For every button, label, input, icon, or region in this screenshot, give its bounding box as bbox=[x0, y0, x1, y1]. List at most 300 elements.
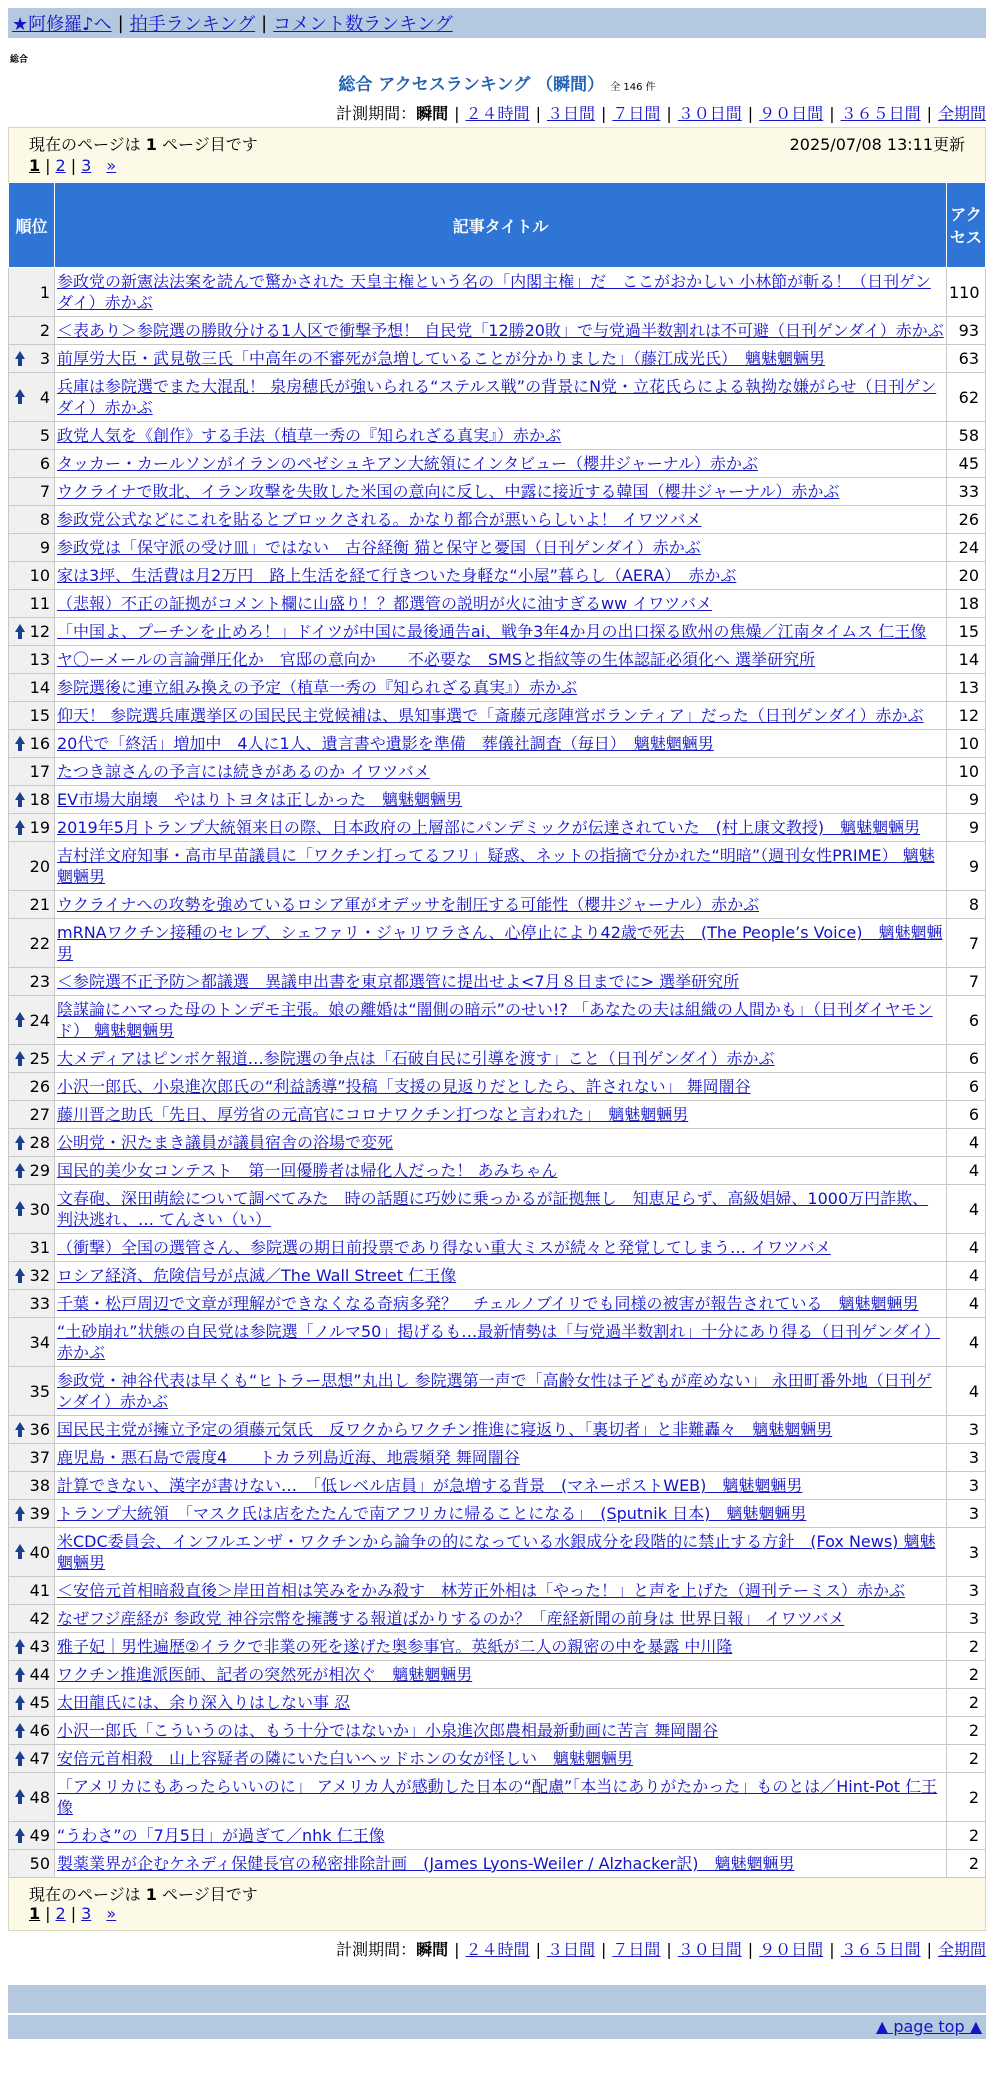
period-separator: | bbox=[747, 104, 754, 123]
rank-cell bbox=[9, 1850, 55, 1878]
article-link[interactable]: 仰天！ 参院選兵庫選挙区の国民民主党候補は、県知事選で「斎藤元彦陣営ボランティア」だった（日刊ゲンダイ）赤かぶ bbox=[57, 706, 924, 725]
rank-number: 3 bbox=[39, 349, 50, 368]
pager-link[interactable]: 2 bbox=[55, 156, 66, 175]
rank-number: 38 bbox=[29, 1476, 50, 1495]
rank-cell bbox=[9, 1416, 55, 1444]
article-link[interactable]: 参政党は「保守派の受け皿」ではない 古谷経衡 猫と保守と憂国（日刊ゲンダイ）赤かぶ bbox=[57, 538, 701, 557]
page-title: 総合 アクセスランキング （瞬間） bbox=[338, 75, 605, 95]
table-row bbox=[9, 450, 986, 478]
article-link[interactable]: 安倍元首相殺 山上容疑者の隣にいた白いヘッドホンの女が怪しい 魑魅魍魎男 bbox=[57, 1749, 634, 1768]
title-cell bbox=[55, 1577, 947, 1605]
title-cell bbox=[55, 1185, 947, 1234]
access-count: 10 bbox=[947, 730, 986, 758]
title-cell bbox=[55, 968, 947, 996]
title-cell bbox=[55, 1262, 947, 1290]
title-cell bbox=[55, 478, 947, 506]
table-row bbox=[9, 1416, 986, 1444]
access-count: 2 bbox=[947, 1822, 986, 1850]
table-row bbox=[9, 1367, 986, 1416]
access-count: 58 bbox=[947, 422, 986, 450]
rank-up-arrow-icon bbox=[14, 1828, 26, 1844]
period-separator: | bbox=[454, 1940, 460, 1959]
title-cell bbox=[55, 1290, 947, 1318]
title-cell bbox=[55, 1605, 947, 1633]
rank-number: 21 bbox=[29, 895, 50, 914]
access-count: 15 bbox=[947, 618, 986, 646]
article-link[interactable]: 鹿児島・悪石島で震度4 トカラ列島近海、地震頻発 舞岡闇谷 bbox=[57, 1448, 520, 1467]
table-row bbox=[9, 1605, 986, 1633]
article-link[interactable]: 小沢一郎氏、小泉進次郎氏の“利益誘導”投稿「支援の見返りだとしたら、許されない」 舞岡闇谷 bbox=[57, 1077, 751, 1096]
table-row bbox=[9, 1157, 986, 1185]
title-cell bbox=[55, 1073, 947, 1101]
access-count: 9 bbox=[947, 842, 986, 891]
access-count: 4 bbox=[947, 1185, 986, 1234]
rank-up-arrow-icon bbox=[14, 792, 26, 808]
article-link[interactable]: 米CDC委員会、インフルエンザ・ワクチンから論争の的になっている水銀成分を段階的に禁止する方針 (Fox News) 魑魅魍魎男 bbox=[57, 1532, 936, 1572]
rank-up-arrow-icon bbox=[14, 1012, 26, 1028]
article-link[interactable]: タッカー・カールソンがイランのペゼシュキアン大統領にインタビュー（櫻井ジャーナル）赤かぶ bbox=[57, 454, 758, 473]
rank-cell bbox=[9, 996, 55, 1045]
rank-up-arrow-icon bbox=[14, 1723, 26, 1739]
page-top-link[interactable]: ▲ page top ▲ bbox=[875, 2017, 982, 2036]
access-count: 63 bbox=[947, 345, 986, 373]
period-selector-bottom bbox=[8, 1937, 986, 1959]
pager-separator: | bbox=[70, 1904, 77, 1923]
rank-number: 43 bbox=[29, 1637, 50, 1656]
pager-spacer bbox=[96, 1904, 101, 1923]
table-row bbox=[9, 1185, 986, 1234]
period-link[interactable]: ３日間 bbox=[546, 104, 595, 123]
rank-cell bbox=[9, 1577, 55, 1605]
table-row bbox=[9, 534, 986, 562]
rank-up-arrow-icon bbox=[14, 1667, 26, 1683]
article-link[interactable]: 陰謀論にハマった母のトンデモ主張。娘の離婚は“闇側の暗示”のせい!? 「あなたの夫は組織の人間かも」（日刊ダイヤモンド） 魑魅魍魎男 bbox=[57, 1000, 933, 1040]
pager-spacer bbox=[96, 156, 101, 175]
table-row bbox=[9, 1318, 986, 1367]
article-link[interactable]: “うわさ”の「7月5日」が過ぎて／nhk 仁王像 bbox=[57, 1826, 385, 1845]
title-cell bbox=[55, 1633, 947, 1661]
period-link[interactable]: ３日間 bbox=[546, 1940, 595, 1959]
col-rank-header: 順位 bbox=[9, 183, 55, 268]
page-title-row bbox=[0, 70, 994, 95]
article-link[interactable]: 吉村洋文府知事・高市早苗議員に「ワクチン打ってるフリ」疑惑、ネットの指摘で分かれた“明暗”（週刊女性PRIME） 魑魅魍魎男 bbox=[57, 846, 935, 886]
rank-cell bbox=[9, 1822, 55, 1850]
rank-number: 24 bbox=[29, 1010, 50, 1030]
updated-timestamp: 2025/07/08 13:11更新 bbox=[789, 135, 965, 154]
table-row bbox=[9, 1689, 986, 1717]
article-link[interactable]: 20代で「終活」増加中 4人に1人、遺言書や遺影を準備 葬儀社調査（毎日） 魑魅魍魎男 bbox=[57, 734, 714, 753]
access-count: 6 bbox=[947, 1045, 986, 1073]
rank-number: 33 bbox=[29, 1294, 50, 1313]
access-count: 3 bbox=[947, 1444, 986, 1472]
rank-number: 25 bbox=[29, 1049, 50, 1068]
article-link[interactable]: 製薬業界が企むケネディ保健長官の秘密排除計画 (James Lyons-Weiler / Alzhacker訳) 魑魅魍魎男 bbox=[57, 1854, 795, 1873]
table-row bbox=[9, 1822, 986, 1850]
rank-number: 31 bbox=[29, 1238, 50, 1257]
article-link[interactable]: （悲報）不正の証拠がコメント欄に山盛り！？都選管の説明が火に油すぎるww イワツバメ bbox=[57, 594, 712, 613]
period-separator: | bbox=[747, 1940, 754, 1959]
rank-cell bbox=[9, 674, 55, 702]
article-link[interactable]: 千葉・松戸周辺で文章が理解ができなくなる奇病多発？ チェルノブイリでも同様の被害が報告されている 魑魅魍魎男 bbox=[57, 1294, 919, 1313]
access-count: 110 bbox=[947, 268, 986, 317]
rank-number: 20 bbox=[29, 856, 50, 876]
current-page-text: 現在のページは 1 ページ目です bbox=[29, 1885, 258, 1904]
access-count: 10 bbox=[947, 758, 986, 786]
title-cell bbox=[55, 590, 947, 618]
rank-number: 45 bbox=[29, 1693, 50, 1712]
article-link[interactable]: 雅子妃｜男性遍歴②イラクで非業の死を遂げた奥参事官。英紙が二人の親密の中を暴露 中川隆 bbox=[57, 1637, 733, 1656]
title-cell bbox=[55, 996, 947, 1045]
title-cell bbox=[55, 345, 947, 373]
title-cell bbox=[55, 317, 947, 345]
title-cell bbox=[55, 702, 947, 730]
rank-up-arrow-icon bbox=[14, 351, 26, 367]
pager-next-link[interactable]: » bbox=[106, 156, 117, 175]
rank-cell bbox=[9, 646, 55, 674]
article-link[interactable]: 家は3坪、生活費は月2万円 路上生活を経て行きついた身軽な“小屋”暮らし（AERA） 赤かぶ bbox=[57, 566, 737, 585]
rank-cell bbox=[9, 1745, 55, 1773]
period-link[interactable]: ７日間 bbox=[612, 1940, 661, 1959]
col-title-header: 記事タイトル bbox=[55, 183, 947, 268]
rank-cell bbox=[9, 1101, 55, 1129]
footer-bar bbox=[8, 1985, 986, 2013]
table-row bbox=[9, 1129, 986, 1157]
period-link[interactable]: ９０日間 bbox=[759, 104, 824, 123]
title-cell bbox=[55, 1717, 947, 1745]
rank-number: 22 bbox=[29, 933, 50, 953]
table-row bbox=[9, 1045, 986, 1073]
rank-up-arrow-icon bbox=[14, 1506, 26, 1522]
home-link[interactable]: ★阿修羅♪へ bbox=[12, 14, 112, 35]
rank-number: 50 bbox=[29, 1854, 50, 1873]
rank-cell bbox=[9, 1157, 55, 1185]
table-row bbox=[9, 1717, 986, 1745]
access-count: 3 bbox=[947, 1416, 986, 1444]
rank-up-arrow-icon bbox=[14, 1639, 26, 1655]
access-count: 93 bbox=[947, 317, 986, 345]
title-cell bbox=[55, 422, 947, 450]
period-label: 計測期間： bbox=[336, 1940, 417, 1959]
title-cell bbox=[55, 618, 947, 646]
access-count: 4 bbox=[947, 1318, 986, 1367]
rank-number: 34 bbox=[29, 1332, 50, 1352]
table-row bbox=[9, 1528, 986, 1577]
access-count: 4 bbox=[947, 1290, 986, 1318]
title-cell bbox=[55, 1045, 947, 1073]
rank-cell bbox=[9, 478, 55, 506]
rank-up-arrow-icon bbox=[14, 1789, 26, 1805]
title-cell bbox=[55, 646, 947, 674]
rank-cell bbox=[9, 758, 55, 786]
title-cell bbox=[55, 268, 947, 317]
rank-up-arrow-icon bbox=[14, 1422, 26, 1438]
rank-cell bbox=[9, 1129, 55, 1157]
rank-up-arrow-icon bbox=[14, 1135, 26, 1151]
rank-cell bbox=[9, 968, 55, 996]
rank-number: 36 bbox=[29, 1420, 50, 1439]
article-link[interactable]: 小沢一郎氏「こういうのは、もう十分ではないか」小泉進次郎農相最新動画に苦言 舞岡闇谷 bbox=[57, 1721, 719, 1740]
table-row bbox=[9, 814, 986, 842]
table-row bbox=[9, 730, 986, 758]
rank-cell bbox=[9, 1472, 55, 1500]
table-row bbox=[9, 842, 986, 891]
rank-number: 12 bbox=[29, 622, 50, 641]
pager-link[interactable]: 3 bbox=[81, 156, 92, 175]
article-link[interactable]: 国民的美少女コンテスト 第一回優勝者は帰化人だった！ あみちゃん bbox=[57, 1161, 558, 1180]
period-link[interactable]: ３０日間 bbox=[677, 1940, 742, 1959]
title-cell bbox=[55, 1129, 947, 1157]
rank-cell bbox=[9, 919, 55, 968]
title-cell bbox=[55, 758, 947, 786]
period-link[interactable]: ２４時間 bbox=[465, 104, 530, 123]
table-row bbox=[9, 1444, 986, 1472]
access-count: 2 bbox=[947, 1717, 986, 1745]
access-count: 18 bbox=[947, 590, 986, 618]
rank-number: 2 bbox=[39, 321, 50, 340]
rank-number: 15 bbox=[29, 706, 50, 725]
period-link[interactable]: 全期間 bbox=[937, 104, 986, 123]
access-count: 4 bbox=[947, 1367, 986, 1416]
rank-number: 1 bbox=[39, 282, 50, 302]
rank-number: 39 bbox=[29, 1504, 50, 1523]
rank-cell bbox=[9, 702, 55, 730]
table-row bbox=[9, 674, 986, 702]
article-link[interactable]: ＜安倍元首相暗殺直後＞岸田首相は笑みをかみ殺す 林芳正外相は「やった！」と声を上げた（週刊テーミス）赤かぶ bbox=[57, 1581, 906, 1600]
article-link[interactable]: 国民民主党が擁立予定の須藤元気氏 反ワクからワクチン推進に寝返り、「裏切者」と非難轟々 魑魅魍魎男 bbox=[57, 1420, 833, 1439]
table-row bbox=[9, 1773, 986, 1822]
table-row bbox=[9, 891, 986, 919]
article-link[interactable]: 政党人気を《創作》する手法（植草一秀の『知られざる真実』）赤かぶ bbox=[57, 426, 562, 445]
article-link[interactable]: 大メディアはピンボケ報道…参院選の争点は「石破自民に引導を渡す」こと（日刊ゲンダイ）赤かぶ bbox=[57, 1049, 775, 1068]
article-link[interactable]: “土砂崩れ”状態の自民党は参院選「ノルマ50」掲げるも…最新情勢は「与党過半数割れ」十分にあり得る（日刊ゲンダイ）赤かぶ bbox=[57, 1322, 941, 1362]
article-link[interactable]: 参政党の新憲法法案を読んで驚かされた 天皇主権という名の「内閣主権」だ ここがおかしい 小林節が斬る！（日刊ゲンダイ）赤かぶ bbox=[57, 272, 931, 312]
access-count: 6 bbox=[947, 1073, 986, 1101]
rank-number: 29 bbox=[29, 1161, 50, 1180]
title-cell bbox=[55, 1500, 947, 1528]
rank-cell bbox=[9, 1444, 55, 1472]
comment-ranking-link[interactable]: コメント数ランキング bbox=[273, 14, 453, 35]
title-cell bbox=[55, 919, 947, 968]
table-row bbox=[9, 1633, 986, 1661]
table-row bbox=[9, 345, 986, 373]
access-count: 14 bbox=[947, 646, 986, 674]
rank-cell bbox=[9, 1185, 55, 1234]
access-count: 62 bbox=[947, 373, 986, 422]
rank-up-arrow-icon bbox=[14, 736, 26, 752]
access-count: 6 bbox=[947, 1101, 986, 1129]
rank-up-arrow-icon bbox=[14, 820, 26, 836]
rank-up-arrow-icon bbox=[14, 389, 26, 405]
table-row bbox=[9, 506, 986, 534]
table-row bbox=[9, 373, 986, 422]
period-separator: | bbox=[535, 1940, 541, 1959]
title-cell bbox=[55, 450, 947, 478]
rank-number: 7 bbox=[39, 482, 50, 501]
title-cell bbox=[55, 1318, 947, 1367]
rank-cell bbox=[9, 317, 55, 345]
access-count: 2 bbox=[947, 1633, 986, 1661]
article-link[interactable]: ワクチン推進派医師、記者の突然死が相次ぐ 魑魅魍魎男 bbox=[57, 1665, 473, 1684]
rank-cell bbox=[9, 506, 55, 534]
access-count: 2 bbox=[947, 1661, 986, 1689]
rank-cell bbox=[9, 268, 55, 317]
period-link[interactable]: ９０日間 bbox=[759, 1940, 824, 1959]
article-link[interactable]: 藤川晋之助氏「先日、厚労省の元高官にコロナワクチン打つなと言われた」 魑魅魍魎男 bbox=[57, 1105, 689, 1124]
period-label: 計測期間： bbox=[336, 104, 417, 123]
rank-number: 26 bbox=[29, 1077, 50, 1096]
rank-number: 18 bbox=[29, 790, 50, 809]
article-link[interactable]: 文春砲、深田萌絵について調べてみた 時の話題に巧妙に乗っかるが証拠無し 知恵足らず、高級娼婦、1000万円詐欺、判決逃れ、… てんさい（い） bbox=[57, 1189, 929, 1229]
period-link[interactable]: ２４時間 bbox=[465, 1940, 530, 1959]
period-current: 瞬間 bbox=[416, 1940, 449, 1959]
table-row bbox=[9, 758, 986, 786]
article-link[interactable]: ＜参院選不正予防＞都議選 異議申出書を東京都選管に提出せよ<7月８日までに> 選挙研究所 bbox=[57, 972, 740, 991]
rank-cell bbox=[9, 1318, 55, 1367]
rank-cell bbox=[9, 1633, 55, 1661]
table-row bbox=[9, 1661, 986, 1689]
article-link[interactable]: ウクライナへの攻勢を強めているロシア軍がオデッサを制圧する可能性（櫻井ジャーナル）赤かぶ bbox=[57, 895, 760, 914]
rank-cell bbox=[9, 730, 55, 758]
rank-cell bbox=[9, 1528, 55, 1577]
access-count: 3 bbox=[947, 1577, 986, 1605]
pager-separator: | bbox=[45, 1904, 51, 1923]
rank-number: 44 bbox=[29, 1665, 50, 1684]
clap-ranking-link[interactable]: 拍手ランキング bbox=[129, 14, 256, 35]
title-cell bbox=[55, 1850, 947, 1878]
table-row bbox=[9, 562, 986, 590]
rank-cell bbox=[9, 373, 55, 422]
rank-number: 46 bbox=[29, 1721, 50, 1740]
table-row bbox=[9, 1577, 986, 1605]
period-separator: | bbox=[666, 1940, 672, 1959]
article-link[interactable]: EV市場大崩壊 やはりトヨタは正しかった 魑魅魍魎男 bbox=[57, 790, 463, 809]
pager-link[interactable]: 3 bbox=[81, 1904, 92, 1923]
period-link[interactable]: 全期間 bbox=[937, 1940, 986, 1959]
pager-separator: | bbox=[45, 156, 51, 175]
article-link[interactable]: 前厚労大臣・武見敬三氏「中高年の不審死が急増していることが分かりました」（藤江成光氏） 魑魅魍魎男 bbox=[57, 349, 826, 368]
article-link[interactable]: 参政党・神谷代表は早くも“ヒトラー思想”丸出し 参院選第一声で「高齢女性は子どもが産めない」 永田町番外地（日刊ゲンダイ）赤かぶ bbox=[57, 1371, 932, 1411]
title-cell bbox=[55, 891, 947, 919]
article-link[interactable]: ＜表あり＞参院選の勝敗分ける1人区で衝撃予想！ 自民党「12勝20敗」で与党過半数割れは不可避（日刊ゲンダイ）赤かぶ bbox=[57, 321, 944, 340]
period-link[interactable]: ３６５日間 bbox=[840, 104, 921, 123]
article-link[interactable]: 太田龍氏には、余り深入りはしない事 忍 bbox=[57, 1693, 351, 1712]
rank-number: 10 bbox=[29, 566, 50, 585]
access-count: 3 bbox=[947, 1472, 986, 1500]
table-row bbox=[9, 590, 986, 618]
title-cell bbox=[55, 786, 947, 814]
rank-cell bbox=[9, 814, 55, 842]
period-separator: | bbox=[829, 104, 835, 123]
access-count: 7 bbox=[947, 968, 986, 996]
rank-up-arrow-icon bbox=[14, 1051, 26, 1067]
table-row bbox=[9, 1290, 986, 1318]
article-link[interactable]: トランプ大統領 「マスク氏は店をたたんで南アフリカに帰ることになる」 (Sputnik 日本) 魑魅魍魎男 bbox=[57, 1504, 807, 1523]
rank-cell bbox=[9, 1234, 55, 1262]
rank-number: 49 bbox=[29, 1826, 50, 1845]
rank-cell bbox=[9, 786, 55, 814]
period-link[interactable]: ７日間 bbox=[612, 104, 661, 123]
rank-number: 23 bbox=[29, 972, 50, 991]
article-link[interactable]: たつき諒さんの予言には続きがあるのか イワツバメ bbox=[57, 762, 430, 781]
rank-number: 16 bbox=[29, 734, 50, 753]
access-count: 20 bbox=[947, 562, 986, 590]
table-row bbox=[9, 478, 986, 506]
rank-number: 28 bbox=[29, 1133, 50, 1152]
article-link[interactable]: 参院選後に連立組み換えの予定（植草一秀の『知られざる真実』）赤かぶ bbox=[57, 678, 578, 697]
article-link[interactable]: ウクライナで敗北、イラン攻撃を失敗した米国の意向に反し、中露に接近する韓国（櫻井ジャーナル）赤かぶ bbox=[57, 482, 840, 501]
access-count: 3 bbox=[947, 1500, 986, 1528]
article-link[interactable]: 兵庫は参院選でまた大混乱！ 泉房穂氏が強いられる“ステルス戦”の背景にN党・立花氏らによる執拗な嫌がらせ（日刊ゲンダイ）赤かぶ bbox=[57, 377, 937, 417]
rank-number: 17 bbox=[29, 762, 50, 781]
title-cell bbox=[55, 730, 947, 758]
article-link[interactable]: 計算できない、漢字が書けない… 「低レベル店員」が急増する背景 (マネーポストWEB) 魑魅魍魎男 bbox=[57, 1476, 803, 1495]
period-link[interactable]: ３０日間 bbox=[677, 104, 742, 123]
article-link[interactable]: なぜフジ産経が 参政党 神谷宗幣を擁護する報道ばかりするのか？「産経新聞の前身は 世界日報」 イワツバメ bbox=[57, 1609, 845, 1628]
rank-cell bbox=[9, 562, 55, 590]
table-row bbox=[9, 1472, 986, 1500]
access-count: 2 bbox=[947, 1689, 986, 1717]
article-link[interactable]: 参政党公式などにこれを貼るとブロックされる。かなり都合が悪いらしいよ！ イワツバメ bbox=[57, 510, 702, 529]
article-link[interactable]: 公明党・沢たまき議員が議員宿舎の浴場で変死 bbox=[57, 1133, 394, 1152]
page-top-bar bbox=[8, 2015, 986, 2039]
rank-cell bbox=[9, 842, 55, 891]
article-link[interactable]: mRNAワクチン接種のセレブ、シェファリ・ジャリワラさん、心停止により42歳で死去 (The People’s Voice) 魑魅魍魎男 bbox=[57, 923, 943, 963]
rank-cell bbox=[9, 1045, 55, 1073]
pager-next-link[interactable]: » bbox=[106, 1904, 117, 1923]
rank-number: 5 bbox=[39, 426, 50, 445]
rank-number: 30 bbox=[29, 1199, 50, 1219]
rank-up-arrow-icon bbox=[14, 1751, 26, 1767]
article-link[interactable]: 「中国よ、プーチンを止めろ！」ドイツが中国に最後通告ai、戦争3年4か月の出口探る欧州の焦燥／江南タイムス 仁王像 bbox=[57, 622, 927, 641]
rank-cell bbox=[9, 590, 55, 618]
current-page-text: 現在のページは 1 ページ目です bbox=[29, 135, 258, 154]
title-cell bbox=[55, 1444, 947, 1472]
pager-current: 1 bbox=[29, 1904, 41, 1923]
rank-cell bbox=[9, 1073, 55, 1101]
access-count: 4 bbox=[947, 1129, 986, 1157]
table-row bbox=[9, 646, 986, 674]
title-cell bbox=[55, 1416, 947, 1444]
table-row bbox=[9, 317, 986, 345]
article-link[interactable]: ヤ〇ーメールの言論弾圧化か 官邸の意向か 不必要な SMSと指紋等の生体認証必須化へ 選挙研究所 bbox=[57, 650, 816, 669]
rank-cell bbox=[9, 891, 55, 919]
access-count: 4 bbox=[947, 1157, 986, 1185]
article-link[interactable]: 2019年5月トランプ大統領来日の際、日本政府の上層部にパンデミックが伝達されていた (村上康文教授) 魑魅魍魎男 bbox=[57, 818, 921, 837]
article-link[interactable]: 「アメリカにもあったらいいのに」 アメリカ人が感動した日本の“配慮”「本当にありがたかった」ものとは／Hint-Pot 仁王像 bbox=[57, 1777, 938, 1817]
table-row bbox=[9, 1073, 986, 1101]
pager bbox=[29, 1904, 965, 1926]
access-count: 3 bbox=[947, 1605, 986, 1633]
total-count: 全 146 件 bbox=[610, 82, 656, 93]
title-cell bbox=[55, 1234, 947, 1262]
access-count: 9 bbox=[947, 814, 986, 842]
title-cell bbox=[55, 1773, 947, 1822]
table-row bbox=[9, 1745, 986, 1773]
rank-number: 42 bbox=[29, 1609, 50, 1628]
article-link[interactable]: （衝撃）全国の選管さん、参院選の期日前投票であり得ない重大ミスが続々と発覚してしまう… イワツバメ bbox=[57, 1238, 831, 1257]
table-row bbox=[9, 919, 986, 968]
period-link[interactable]: ３６５日間 bbox=[840, 1940, 921, 1959]
article-link[interactable]: ロシア経済、危険信号が点滅／The Wall Street 仁王像 bbox=[57, 1266, 457, 1285]
title-cell bbox=[55, 1367, 947, 1416]
period-separator: | bbox=[454, 104, 460, 123]
table-row bbox=[9, 1850, 986, 1878]
access-count: 9 bbox=[947, 786, 986, 814]
table-row bbox=[9, 422, 986, 450]
rank-number: 6 bbox=[39, 454, 50, 473]
pager-link[interactable]: 2 bbox=[55, 1904, 66, 1923]
access-count: 45 bbox=[947, 450, 986, 478]
